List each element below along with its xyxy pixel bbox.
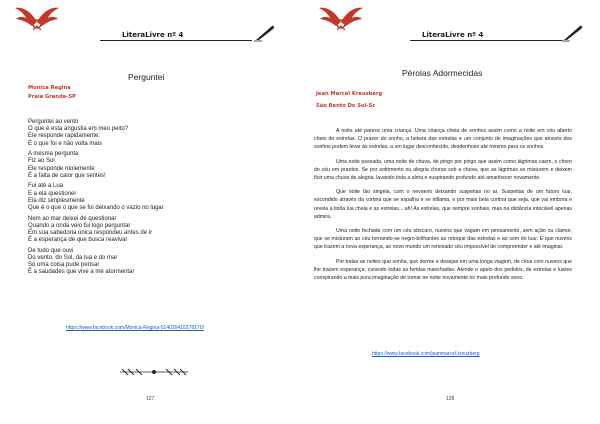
poem-line: O que é esta angustia em meu peito? (28, 126, 129, 133)
right-page (300, 0, 600, 424)
poem-line: Só uma coisa pude pensar (28, 262, 100, 269)
poem-line: Do vento, do Sol, da lua e do mar (28, 255, 118, 262)
poem-title: Perguntei (128, 72, 165, 82)
paragraph: Que noite tão singela, com o nevoeiro deixando suspeitas no ar. Suspeitas de um futuro luar, escondido através da cortina que se espalha e se inflama, e por mais bela cortina que seja, que vai embora e revela a linda lua cheia e as estrelas... ah! As estrelas, que sempre sonhais, mas na distância intocável apenas admira. (314, 189, 572, 220)
stanza (28, 183, 164, 212)
author-location: Praia Grande-SP (28, 94, 76, 100)
poem-line: Quando a onda veio fui logo perguntar (28, 222, 131, 229)
poem-line: De tudo que ouvi (28, 247, 74, 254)
header-rule (100, 40, 252, 41)
poem-line: A mesma pergunta (28, 151, 79, 158)
paragraph: A noite até parece uma criança. Uma criança cheia de sonhos assim como a noite em céu aberto cheio de estrelas. O prazer do sonho, a beleza das estrelas e um conjunto de imaginações que através dos sonhos podem levar às estrelas, a um lugar desconhecido, desdenhoso até mesmo para os sonhos. (314, 128, 572, 151)
stanza (28, 119, 164, 148)
quill-icon (254, 24, 276, 42)
poem-line: Fui até a Lua (28, 183, 64, 190)
poem-line: É a saudades que vive a me atormentar (28, 269, 135, 276)
author-location: São Bento Do Sul-Sc (316, 103, 376, 109)
paragraph: Por todas as noites que sonha, que dorme e desejas em uma longa viagem, de céus com nuvens que lhe trazem esperança, curando todas as feridas manchadas. Atende o apelo dos pedidos, de estrelas e luares conspirando a mais pura imaginação de tornar-se noite novamente no mais profundo sono. (314, 258, 572, 282)
poem-line: Nem ao mar deixei de questionar (28, 215, 117, 222)
prose-title: Pérolas Adormecidas (402, 68, 483, 78)
poem-line: E a ela questionei (28, 190, 76, 197)
header-rule (410, 40, 562, 41)
header-text: LiteraLivre nº 4 (422, 31, 484, 39)
stanza (28, 151, 164, 180)
stanza (28, 248, 164, 277)
poem-line: É o que foi e não volta mais (28, 140, 103, 147)
author-block (316, 90, 382, 111)
stanza (28, 216, 164, 245)
page-number: 128 (446, 396, 455, 402)
poem-line: Fiz ao Sol (28, 158, 55, 165)
prose-body (314, 127, 572, 288)
paragraph: Uma noite fechada com um céu obscuro, nuvens que vagam em pensamento, sem ação ou clamor, que se misturam ao céu tornando-se negro-brilhantes ao retoque das estrelas e ao som do luar. E que nuvens que trazem a nova esperança, ao novo mundo um renovado céu impossível de compreender e até imaginar. (314, 228, 572, 251)
author-facebook-link[interactable]: https://www.facebook.com/Monica-Regina-514039415378170/ (66, 325, 204, 331)
author-facebook-link[interactable]: https://www.facebook.com/jeanmarcel.kreuzberg (372, 351, 480, 357)
winged-logo-icon (14, 2, 60, 34)
author-name: Jean Marcel Kreuzberg (316, 91, 383, 97)
ornament-divider-icon (118, 367, 190, 377)
poem-line: Ela diz simplesmente (28, 197, 85, 204)
poem-body (28, 119, 164, 280)
poem-line: Perguntei ao vento (28, 119, 79, 125)
poem-line: Ele responde molemente (28, 165, 95, 172)
winged-logo-icon (318, 2, 364, 34)
quill-icon (562, 24, 584, 42)
poem-line: Ele responde rapidamente: (28, 133, 101, 140)
author-block (28, 84, 76, 102)
author-name: Monica Regina (28, 85, 71, 91)
page-number: 127 (146, 396, 155, 402)
header-text: LiteraLivre nº 4 (122, 31, 184, 39)
poem-line: É a esperança de que busca reavivar (28, 237, 128, 244)
poem-line: É a falta de calor que sentes! (28, 172, 106, 179)
poem-line: Em sua sabedoria única respondeu antes de ir (28, 230, 153, 237)
paragraph: Uma noite passada, uma noite de chuva, de pingo por pingo que assim como lágrimas caem, o choro do céu em prantos. Se por sofrimento ou alegria choras sob a chuva, que as lágrimas se misturem e deixem fluir uma chuva de alegria, lavando toda a alma e suspirando profundo até amanhecer novamente. (314, 158, 572, 182)
poem-line: Que é o que o que se foi deixando o vazio no lugar (28, 205, 164, 212)
